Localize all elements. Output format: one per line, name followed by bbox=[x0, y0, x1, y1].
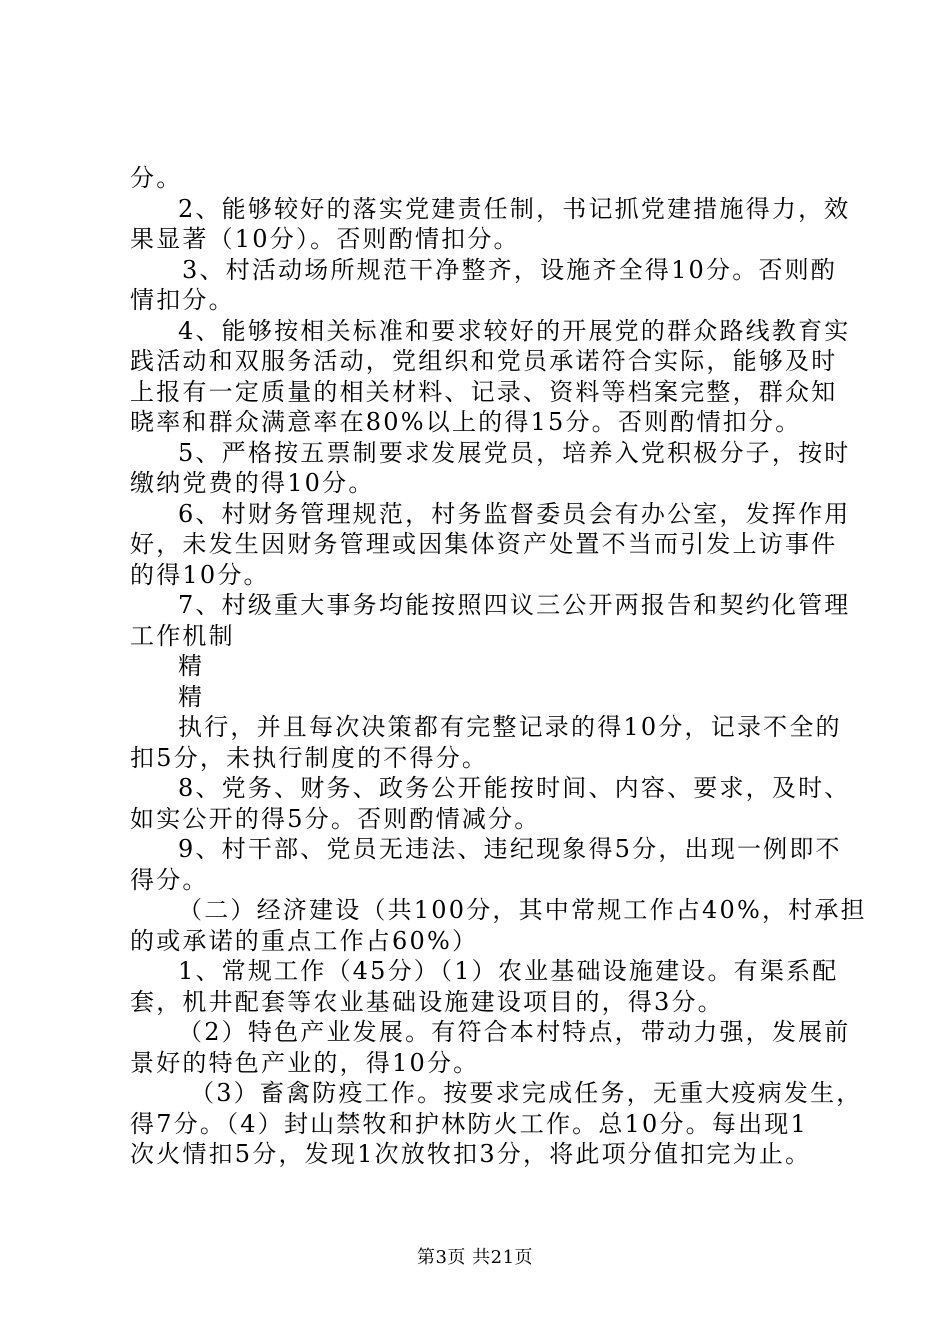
text-line: 好，未发生因财务管理或因集体资产处置不当而引发上访事件 bbox=[130, 530, 838, 558]
text-line: 4、能够按相关标准和要求较好的开展党的群众路线教育实 bbox=[178, 316, 851, 345]
text-line: 执行，并且每次决策都有完整记录的得10分，记录不全的 bbox=[178, 713, 842, 741]
text-line: 工作机制 bbox=[130, 621, 235, 650]
text-line: 得7分。（4）封山禁牧和护林防火工作。总10分。每出现1 bbox=[130, 1109, 808, 1138]
text-line: 缴纳党费的得10分。 bbox=[130, 469, 375, 497]
text-line: 如实公开的得5分。否则酌情减分。 bbox=[130, 804, 541, 833]
text-line: 3、村活动场所规范干净整齐，设施齐全得10分。否则酌 bbox=[182, 255, 838, 284]
text-line: 情扣分。 bbox=[130, 286, 235, 314]
text-line: （2）特色产业发展。有符合本村特点，带动力强，发展前 bbox=[178, 1018, 851, 1046]
text-line: （二）经济建设（共100分，其中常规工作占40%，村承担 bbox=[178, 896, 867, 924]
text-line: 践活动和双服务活动，党组织和党员承诺符合实际，能够及时 bbox=[130, 347, 838, 375]
text-line: 的得10分。 bbox=[130, 560, 270, 589]
text-line: 扣5分，未执行制度的不得分。 bbox=[130, 743, 489, 772]
text-line: 分。 bbox=[130, 164, 183, 192]
text-line: （3）畜禽防疫工作。按要求完成任务，无重大疫病发生， bbox=[190, 1079, 863, 1107]
text-line: 2、能够较好的落实党建责任制，书记抓党建措施得力，效 bbox=[178, 194, 851, 223]
text-line: 次火情扣5分，发现1次放牧扣3分，将此项分值扣完为止。 bbox=[130, 1140, 812, 1168]
page-footer: 第3页 共21页 bbox=[416, 1247, 534, 1268]
text-line: 得分。 bbox=[130, 865, 209, 894]
text-line: 8、党务、财务、政务公开能按时间、内容、要求，及时、 bbox=[178, 774, 851, 802]
document-body bbox=[130, 163, 867, 1170]
text-line: 9、村干部、党员无违法、违纪现象得5分，出现一例即不 bbox=[178, 835, 842, 863]
text-line: 套，机井配套等农业基础设施建设项目的，得3分。 bbox=[130, 987, 724, 1016]
text-line: 果显著（10分）。否则酌情扣分。 bbox=[130, 225, 520, 253]
text-line: 精 bbox=[178, 652, 205, 680]
text-line: 6、村财务管理规范，村务监督委员会有办公室，发挥作用 bbox=[178, 499, 851, 528]
text-line: 上报有一定质量的相关材料、记录、资料等档案完整，群众知 bbox=[130, 377, 838, 406]
text-line: 晓率和群众满意率在80%以上的得15分。否则酌情扣分。 bbox=[130, 408, 802, 436]
text-line: 的或承诺的重点工作占60%） bbox=[130, 926, 479, 955]
text-line: 精 bbox=[178, 682, 205, 711]
text-line: 7、村级重大事务均能按照四议三公开两报告和契约化管理 bbox=[178, 591, 851, 619]
text-line: 5、严格按五票制要求发展党员，培养入党积极分子，按时 bbox=[178, 438, 851, 467]
text-line: 1、常规工作（45分）（1）农业基础设施建设。有渠系配 bbox=[178, 957, 839, 985]
text-line: 景好的特色产业的，得10分。 bbox=[130, 1048, 480, 1077]
